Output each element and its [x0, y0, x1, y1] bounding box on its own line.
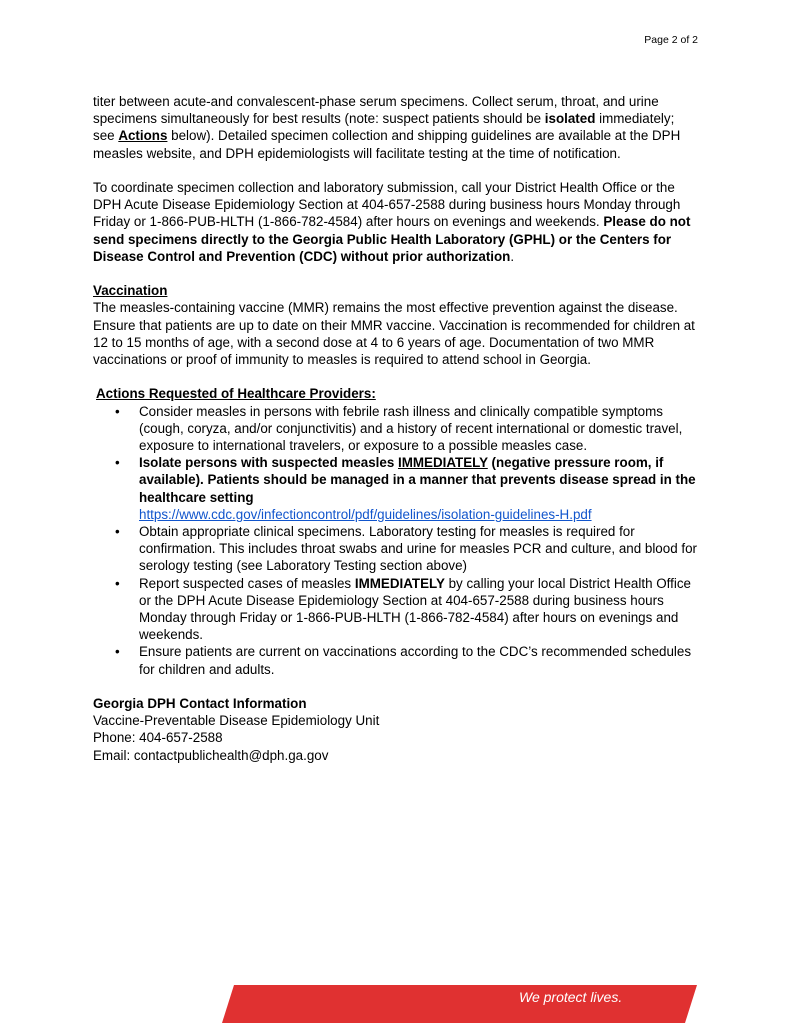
isolate-text-1: Isolate persons with suspected measles: [139, 455, 398, 471]
document-body: [93, 93, 699, 764]
specimen-paragraph: [93, 93, 699, 162]
banner-shape: [222, 985, 697, 1023]
coordination-paragraph: [93, 179, 699, 265]
vaccination-heading: Vaccination: [93, 283, 168, 299]
actions-reference: Actions: [118, 128, 168, 144]
list-item: • Consider measles in persons with febrile rash illness and clinically compatible symptoms (cough, coryza, and/or conjunctivitis) and a history of recent international or domestic travel, exposure to international travelers, or exposure to a possible measles case.: [139, 403, 699, 455]
immediately-emphasis: IMMEDIATELY: [398, 455, 488, 471]
list-item: [139, 454, 699, 523]
list-item: [139, 575, 699, 644]
isolate-text-2: (negative pressure room, if available). Patients should be managed in a manner that prevents disease spread in the healthcare setting: [139, 455, 696, 505]
specimen-text-1: titer between acute-and convalescent-phase serum specimens. Collect serum, throat, and urine specimens simultaneously for best results (note: suspect patients should be: [93, 94, 659, 127]
isolation-guidelines-link[interactable]: https://www.cdc.gov/infectioncontrol/pdf/guidelines/isolation-guidelines-H.pdf: [139, 506, 592, 522]
contact-phone: Phone: 404-657-2588: [93, 730, 223, 746]
report-text-1: Report suspected cases of measles: [139, 575, 355, 591]
contact-unit: Vaccine-Preventable Disease Epidemiology Unit: [93, 713, 380, 729]
page-number: Page 2 of 2: [644, 34, 698, 46]
authorization-warning: Please do not send specimens directly to the Georgia Public Health Laboratory (GPHL) or the Centers for Disease Control and Prevention (CDC) without prior authorization: [93, 214, 691, 264]
isolated-emphasis: isolated: [544, 111, 596, 127]
immediately-emphasis: IMMEDIATELY: [354, 575, 445, 591]
report-text-2: by calling your local District Health Office or the DPH Acute Disease Epidemiology Section at 404-657-2588 during business hours Monday through Friday or 1-866-PUB-HLTH (1-866-782-4584) after hours on evenings and weekends.: [139, 575, 691, 643]
list-item: • Obtain appropriate clinical specimens. Laboratory testing for measles is required for confirmation. This includes throat swabs and urine for measles PCR and culture, and blood for serology testing (see Laboratory Testing section above): [139, 523, 699, 575]
specimen-text-3: below). Detailed specimen collection and shipping guidelines are available at the DPH measles website, and DPH epidemiologists will facilitate testing at the time of notification.: [93, 128, 681, 161]
contact-heading: Georgia DPH Contact Information: [93, 696, 307, 712]
specimen-text-2: immediately; see: [93, 111, 675, 144]
vaccination-paragraph: The measles-containing vaccine (MMR) remains the most effective prevention against the disease. Ensure that patients are up to date on their MMR vaccine. Vaccination is recommended for children at 12 to 15 months of age, with a second dose at 4 to 6 years of age. Documentation of two MMR vaccinations or proof of immunity to measles is required to attend school in Georgia.: [93, 300, 695, 368]
list-item: • Ensure patients are current on vaccinations according to the CDC’s recommended schedules for children and adults.: [139, 643, 699, 677]
contact-email: Email: contactpublichealth@dph.ga.gov: [93, 747, 329, 763]
coordination-end: .: [510, 248, 515, 264]
actions-heading: Actions Requested of Healthcare Providers:: [96, 386, 376, 402]
footer-banner: [222, 985, 697, 1023]
actions-list: [93, 403, 699, 678]
footer-tagline: We protect lives.: [519, 989, 623, 1005]
coordination-text: To coordinate specimen collection and laboratory submission, call your District Health Office or the DPH Acute Disease Epidemiology Section at 404-657-2588 during business hours Monday through Friday or 1-866-PUB-HLTH (1-866-782-4584) after hours on evenings and weekends.: [93, 180, 681, 230]
